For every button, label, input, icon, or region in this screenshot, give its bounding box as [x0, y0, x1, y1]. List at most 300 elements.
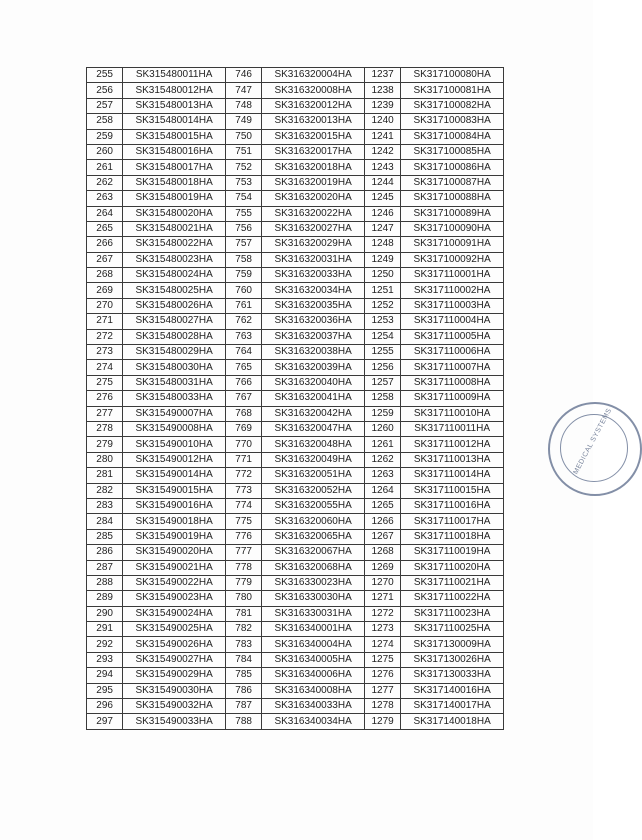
table-row [87, 714, 504, 729]
serial-code-cell: SK317100084HA [401, 129, 504, 144]
serial-code-cell: SK315490025HA [123, 622, 226, 637]
row-number-cell: 286 [87, 545, 123, 560]
serial-code-cell: SK315490012HA [123, 452, 226, 467]
serial-code-cell: SK316340008HA [262, 683, 365, 698]
serial-code-cell: SK316320017HA [262, 144, 365, 159]
row-number-cell: 1254 [364, 329, 400, 344]
row-number-cell: 296 [87, 699, 123, 714]
row-number-cell: 1257 [364, 375, 400, 390]
row-number-cell: 1267 [364, 529, 400, 544]
row-number-cell: 775 [225, 514, 261, 529]
row-number-cell: 263 [87, 191, 123, 206]
row-number-cell: 1261 [364, 437, 400, 452]
table-row [87, 575, 504, 590]
table-row [87, 452, 504, 467]
table-row [87, 83, 504, 98]
row-number-cell: 756 [225, 221, 261, 236]
row-number-cell: 766 [225, 375, 261, 390]
table-row [87, 699, 504, 714]
serial-code-cell: SK317140017HA [401, 699, 504, 714]
serial-code-cell: SK315480019HA [123, 191, 226, 206]
table-row [87, 606, 504, 621]
row-number-cell: 282 [87, 483, 123, 498]
row-number-cell: 1238 [364, 83, 400, 98]
row-number-cell: 786 [225, 683, 261, 698]
serial-code-cell: SK317110002HA [401, 283, 504, 298]
row-number-cell: 754 [225, 191, 261, 206]
row-number-cell: 777 [225, 545, 261, 560]
row-number-cell: 781 [225, 606, 261, 621]
serial-code-cell: SK316320020HA [262, 191, 365, 206]
serial-code-cell: SK315490019HA [123, 529, 226, 544]
serial-code-cell: SK316340034HA [262, 714, 365, 729]
table-row [87, 191, 504, 206]
serial-code-cell: SK317110007HA [401, 360, 504, 375]
row-number-cell: 272 [87, 329, 123, 344]
serial-code-cell: SK315480026HA [123, 298, 226, 313]
row-number-cell: 753 [225, 175, 261, 190]
serial-code-cell: SK315480029HA [123, 345, 226, 360]
row-number-cell: 269 [87, 283, 123, 298]
serial-code-cell: SK316320022HA [262, 206, 365, 221]
table-row [87, 160, 504, 175]
table-row [87, 283, 504, 298]
serial-code-cell: SK317110017HA [401, 514, 504, 529]
serial-code-cell: SK315480013HA [123, 98, 226, 113]
serial-code-cell: SK317110009HA [401, 391, 504, 406]
serial-code-cell: SK317110014HA [401, 468, 504, 483]
serial-code-cell: SK316320041HA [262, 391, 365, 406]
serial-code-cell: SK317110005HA [401, 329, 504, 344]
row-number-cell: 768 [225, 406, 261, 421]
serial-code-cell: SK317110022HA [401, 591, 504, 606]
table-row [87, 114, 504, 129]
serial-code-cell: SK316340001HA [262, 622, 365, 637]
serial-code-cell: SK317100090HA [401, 221, 504, 236]
serial-code-cell: SK317100092HA [401, 252, 504, 267]
row-number-cell: 270 [87, 298, 123, 313]
row-number-cell: 761 [225, 298, 261, 313]
row-number-cell: 1256 [364, 360, 400, 375]
row-number-cell: 1240 [364, 114, 400, 129]
row-number-cell: 267 [87, 252, 123, 267]
serial-code-cell: SK316320008HA [262, 83, 365, 98]
table-row [87, 175, 504, 190]
serial-code-cell: SK316320018HA [262, 160, 365, 175]
row-number-cell: 274 [87, 360, 123, 375]
serial-code-cell: SK317110020HA [401, 560, 504, 575]
serial-code-cell: SK317110023HA [401, 606, 504, 621]
serial-code-cell: SK317110025HA [401, 622, 504, 637]
row-number-cell: 276 [87, 391, 123, 406]
row-number-cell: 259 [87, 129, 123, 144]
row-number-cell: 752 [225, 160, 261, 175]
table-row [87, 268, 504, 283]
serial-code-cell: SK316320067HA [262, 545, 365, 560]
table-row [87, 391, 504, 406]
row-number-cell: 759 [225, 268, 261, 283]
row-number-cell: 293 [87, 652, 123, 667]
serial-code-cell: SK317110006HA [401, 345, 504, 360]
serial-code-cell: SK317100087HA [401, 175, 504, 190]
row-number-cell: 1277 [364, 683, 400, 698]
table-row [87, 144, 504, 159]
serial-code-cell: SK315490027HA [123, 652, 226, 667]
row-number-cell: 769 [225, 421, 261, 436]
serial-code-cell: SK316320048HA [262, 437, 365, 452]
serial-code-cell: SK316320065HA [262, 529, 365, 544]
serial-code-cell: SK317110010HA [401, 406, 504, 421]
serial-code-cell: SK317130026HA [401, 652, 504, 667]
serial-code-cell: SK316330030HA [262, 591, 365, 606]
row-number-cell: 1253 [364, 314, 400, 329]
stamp-inner-ring [560, 414, 628, 482]
serial-code-cell: SK317140018HA [401, 714, 504, 729]
row-number-cell: 755 [225, 206, 261, 221]
row-number-cell: 783 [225, 637, 261, 652]
row-number-cell: 1278 [364, 699, 400, 714]
serial-code-cell: SK315490020HA [123, 545, 226, 560]
row-number-cell: 1272 [364, 606, 400, 621]
serial-code-cell: SK316320049HA [262, 452, 365, 467]
row-number-cell: 764 [225, 345, 261, 360]
row-number-cell: 750 [225, 129, 261, 144]
row-number-cell: 1242 [364, 144, 400, 159]
row-number-cell: 778 [225, 560, 261, 575]
serial-code-cell: SK316320033HA [262, 268, 365, 283]
table-row [87, 221, 504, 236]
row-number-cell: 288 [87, 575, 123, 590]
serial-code-cell: SK316340006HA [262, 668, 365, 683]
serial-code-cell: SK315480012HA [123, 83, 226, 98]
row-number-cell: 1263 [364, 468, 400, 483]
serial-code-cell: SK316320068HA [262, 560, 365, 575]
serial-code-cell: SK315490029HA [123, 668, 226, 683]
serial-code-cell: SK316320060HA [262, 514, 365, 529]
row-number-cell: 758 [225, 252, 261, 267]
table-row [87, 529, 504, 544]
row-number-cell: 256 [87, 83, 123, 98]
row-number-cell: 1264 [364, 483, 400, 498]
row-number-cell: 289 [87, 591, 123, 606]
serial-code-cell: SK315480033HA [123, 391, 226, 406]
table-row [87, 514, 504, 529]
row-number-cell: 268 [87, 268, 123, 283]
row-number-cell: 747 [225, 83, 261, 98]
serial-number-table [86, 67, 504, 730]
serial-code-cell: SK317130033HA [401, 668, 504, 683]
row-number-cell: 1252 [364, 298, 400, 313]
row-number-cell: 772 [225, 468, 261, 483]
table-row [87, 683, 504, 698]
serial-code-cell: SK317100091HA [401, 237, 504, 252]
serial-code-cell: SK317100089HA [401, 206, 504, 221]
row-number-cell: 1276 [364, 668, 400, 683]
serial-code-cell: SK316330023HA [262, 575, 365, 590]
row-number-cell: 774 [225, 498, 261, 513]
row-number-cell: 751 [225, 144, 261, 159]
serial-code-cell: SK317130009HA [401, 637, 504, 652]
row-number-cell: 255 [87, 68, 123, 83]
row-number-cell: 1265 [364, 498, 400, 513]
table-row [87, 406, 504, 421]
serial-code-cell: SK317110001HA [401, 268, 504, 283]
serial-code-cell: SK316320019HA [262, 175, 365, 190]
serial-code-cell: SK315480018HA [123, 175, 226, 190]
serial-code-cell: SK315480014HA [123, 114, 226, 129]
serial-code-cell: SK316320012HA [262, 98, 365, 113]
serial-code-cell: SK316320038HA [262, 345, 365, 360]
row-number-cell: 1274 [364, 637, 400, 652]
row-number-cell: 788 [225, 714, 261, 729]
serial-code-cell: SK315480016HA [123, 144, 226, 159]
serial-code-cell: SK316330031HA [262, 606, 365, 621]
row-number-cell: 1266 [364, 514, 400, 529]
serial-code-cell: SK316320027HA [262, 221, 365, 236]
serial-code-cell: SK315480027HA [123, 314, 226, 329]
row-number-cell: 285 [87, 529, 123, 544]
row-number-cell: 260 [87, 144, 123, 159]
row-number-cell: 760 [225, 283, 261, 298]
row-number-cell: 1273 [364, 622, 400, 637]
row-number-cell: 279 [87, 437, 123, 452]
table-row [87, 668, 504, 683]
row-number-cell: 264 [87, 206, 123, 221]
row-number-cell: 1246 [364, 206, 400, 221]
row-number-cell: 1237 [364, 68, 400, 83]
serial-code-cell: SK316320052HA [262, 483, 365, 498]
row-number-cell: 294 [87, 668, 123, 683]
serial-code-cell: SK317100085HA [401, 144, 504, 159]
serial-code-cell: SK316320013HA [262, 114, 365, 129]
serial-code-cell: SK317100082HA [401, 98, 504, 113]
table-row [87, 437, 504, 452]
serial-code-cell: SK317100083HA [401, 114, 504, 129]
row-number-cell: 1269 [364, 560, 400, 575]
row-number-cell: 1247 [364, 221, 400, 236]
serial-code-cell: SK317100086HA [401, 160, 504, 175]
row-number-cell: 261 [87, 160, 123, 175]
row-number-cell: 765 [225, 360, 261, 375]
table-row [87, 483, 504, 498]
row-number-cell: 295 [87, 683, 123, 698]
serial-code-cell: SK315490030HA [123, 683, 226, 698]
serial-code-cell: SK316340033HA [262, 699, 365, 714]
serial-code-cell: SK315480031HA [123, 375, 226, 390]
row-number-cell: 773 [225, 483, 261, 498]
serial-code-cell: SK315490010HA [123, 437, 226, 452]
table-row [87, 129, 504, 144]
table-row [87, 375, 504, 390]
serial-code-cell: SK317140016HA [401, 683, 504, 698]
company-stamp [548, 402, 642, 496]
serial-code-cell: SK315490008HA [123, 421, 226, 436]
row-number-cell: 297 [87, 714, 123, 729]
table-row [87, 652, 504, 667]
table-row [87, 560, 504, 575]
stamp-text: MEDICAL SYSTEMS [572, 407, 614, 476]
table-row [87, 637, 504, 652]
serial-code-cell: SK317110015HA [401, 483, 504, 498]
row-number-cell: 265 [87, 221, 123, 236]
row-number-cell: 1250 [364, 268, 400, 283]
row-number-cell: 1258 [364, 391, 400, 406]
table-row [87, 252, 504, 267]
serial-code-cell: SK315490032HA [123, 699, 226, 714]
serial-code-cell: SK317110011HA [401, 421, 504, 436]
row-number-cell: 283 [87, 498, 123, 513]
table-body [87, 68, 504, 730]
serial-code-cell: SK315490014HA [123, 468, 226, 483]
serial-code-cell: SK317100081HA [401, 83, 504, 98]
serial-code-cell: SK317110008HA [401, 375, 504, 390]
table-row [87, 98, 504, 113]
row-number-cell: 1239 [364, 98, 400, 113]
serial-code-cell: SK317110004HA [401, 314, 504, 329]
row-number-cell: 1243 [364, 160, 400, 175]
serial-code-cell: SK317110018HA [401, 529, 504, 544]
serial-code-cell: SK316320029HA [262, 237, 365, 252]
row-number-cell: 292 [87, 637, 123, 652]
row-number-cell: 767 [225, 391, 261, 406]
serial-code-cell: SK315490024HA [123, 606, 226, 621]
row-number-cell: 1271 [364, 591, 400, 606]
table-row [87, 68, 504, 83]
serial-code-cell: SK315490016HA [123, 498, 226, 513]
row-number-cell: 782 [225, 622, 261, 637]
serial-code-cell: SK316320036HA [262, 314, 365, 329]
row-number-cell: 1260 [364, 421, 400, 436]
serial-code-cell: SK315480011HA [123, 68, 226, 83]
serial-code-cell: SK317100088HA [401, 191, 504, 206]
row-number-cell: 258 [87, 114, 123, 129]
row-number-cell: 281 [87, 468, 123, 483]
serial-code-cell: SK316320035HA [262, 298, 365, 313]
serial-code-cell: SK315490007HA [123, 406, 226, 421]
row-number-cell: 785 [225, 668, 261, 683]
row-number-cell: 1241 [364, 129, 400, 144]
row-number-cell: 1251 [364, 283, 400, 298]
serial-code-cell: SK315480017HA [123, 160, 226, 175]
row-number-cell: 1244 [364, 175, 400, 190]
serial-code-cell: SK315490026HA [123, 637, 226, 652]
row-number-cell: 277 [87, 406, 123, 421]
table-row [87, 468, 504, 483]
serial-code-cell: SK315490023HA [123, 591, 226, 606]
serial-code-cell: SK315480021HA [123, 221, 226, 236]
serial-code-cell: SK316320004HA [262, 68, 365, 83]
row-number-cell: 1248 [364, 237, 400, 252]
serial-code-cell: SK317110013HA [401, 452, 504, 467]
table-row [87, 498, 504, 513]
row-number-cell: 1262 [364, 452, 400, 467]
row-number-cell: 748 [225, 98, 261, 113]
row-number-cell: 770 [225, 437, 261, 452]
row-number-cell: 771 [225, 452, 261, 467]
serial-code-cell: SK316320039HA [262, 360, 365, 375]
serial-code-cell: SK316320042HA [262, 406, 365, 421]
serial-code-cell: SK316320055HA [262, 498, 365, 513]
serial-code-cell: SK316320037HA [262, 329, 365, 344]
serial-code-cell: SK316320047HA [262, 421, 365, 436]
serial-code-cell: SK315480015HA [123, 129, 226, 144]
row-number-cell: 776 [225, 529, 261, 544]
serial-code-cell: SK317110016HA [401, 498, 504, 513]
serial-code-cell: SK315490021HA [123, 560, 226, 575]
row-number-cell: 284 [87, 514, 123, 529]
serial-code-cell: SK317110021HA [401, 575, 504, 590]
serial-code-cell: SK315480030HA [123, 360, 226, 375]
table-row [87, 345, 504, 360]
row-number-cell: 273 [87, 345, 123, 360]
row-number-cell: 757 [225, 237, 261, 252]
row-number-cell: 290 [87, 606, 123, 621]
row-number-cell: 257 [87, 98, 123, 113]
row-number-cell: 1255 [364, 345, 400, 360]
serial-code-cell: SK315490018HA [123, 514, 226, 529]
row-number-cell: 1249 [364, 252, 400, 267]
row-number-cell: 280 [87, 452, 123, 467]
serial-code-cell: SK315480023HA [123, 252, 226, 267]
row-number-cell: 266 [87, 237, 123, 252]
serial-code-cell: SK315490015HA [123, 483, 226, 498]
serial-code-cell: SK315480025HA [123, 283, 226, 298]
row-number-cell: 271 [87, 314, 123, 329]
serial-code-cell: SK315490033HA [123, 714, 226, 729]
serial-code-cell: SK317100080HA [401, 68, 504, 83]
table-row [87, 360, 504, 375]
table-row [87, 206, 504, 221]
row-number-cell: 746 [225, 68, 261, 83]
serial-code-cell: SK316320034HA [262, 283, 365, 298]
row-number-cell: 262 [87, 175, 123, 190]
serial-code-cell: SK315490022HA [123, 575, 226, 590]
row-number-cell: 291 [87, 622, 123, 637]
table-row [87, 329, 504, 344]
serial-code-cell: SK315480028HA [123, 329, 226, 344]
row-number-cell: 1259 [364, 406, 400, 421]
serial-code-cell: SK316320051HA [262, 468, 365, 483]
row-number-cell: 779 [225, 575, 261, 590]
serial-code-cell: SK317110003HA [401, 298, 504, 313]
row-number-cell: 784 [225, 652, 261, 667]
serial-code-cell: SK316320015HA [262, 129, 365, 144]
row-number-cell: 1279 [364, 714, 400, 729]
table-row [87, 545, 504, 560]
table-row [87, 622, 504, 637]
serial-code-cell: SK317110012HA [401, 437, 504, 452]
serial-code-cell: SK317110019HA [401, 545, 504, 560]
serial-code-cell: SK315480022HA [123, 237, 226, 252]
serial-code-cell: SK316340005HA [262, 652, 365, 667]
row-number-cell: 1270 [364, 575, 400, 590]
row-number-cell: 749 [225, 114, 261, 129]
row-number-cell: 287 [87, 560, 123, 575]
table-row [87, 314, 504, 329]
serial-code-cell: SK316340004HA [262, 637, 365, 652]
row-number-cell: 1268 [364, 545, 400, 560]
serial-code-cell: SK315480020HA [123, 206, 226, 221]
row-number-cell: 1245 [364, 191, 400, 206]
row-number-cell: 763 [225, 329, 261, 344]
serial-code-cell: SK315480024HA [123, 268, 226, 283]
row-number-cell: 275 [87, 375, 123, 390]
row-number-cell: 787 [225, 699, 261, 714]
row-number-cell: 762 [225, 314, 261, 329]
row-number-cell: 278 [87, 421, 123, 436]
table-row [87, 421, 504, 436]
row-number-cell: 1275 [364, 652, 400, 667]
